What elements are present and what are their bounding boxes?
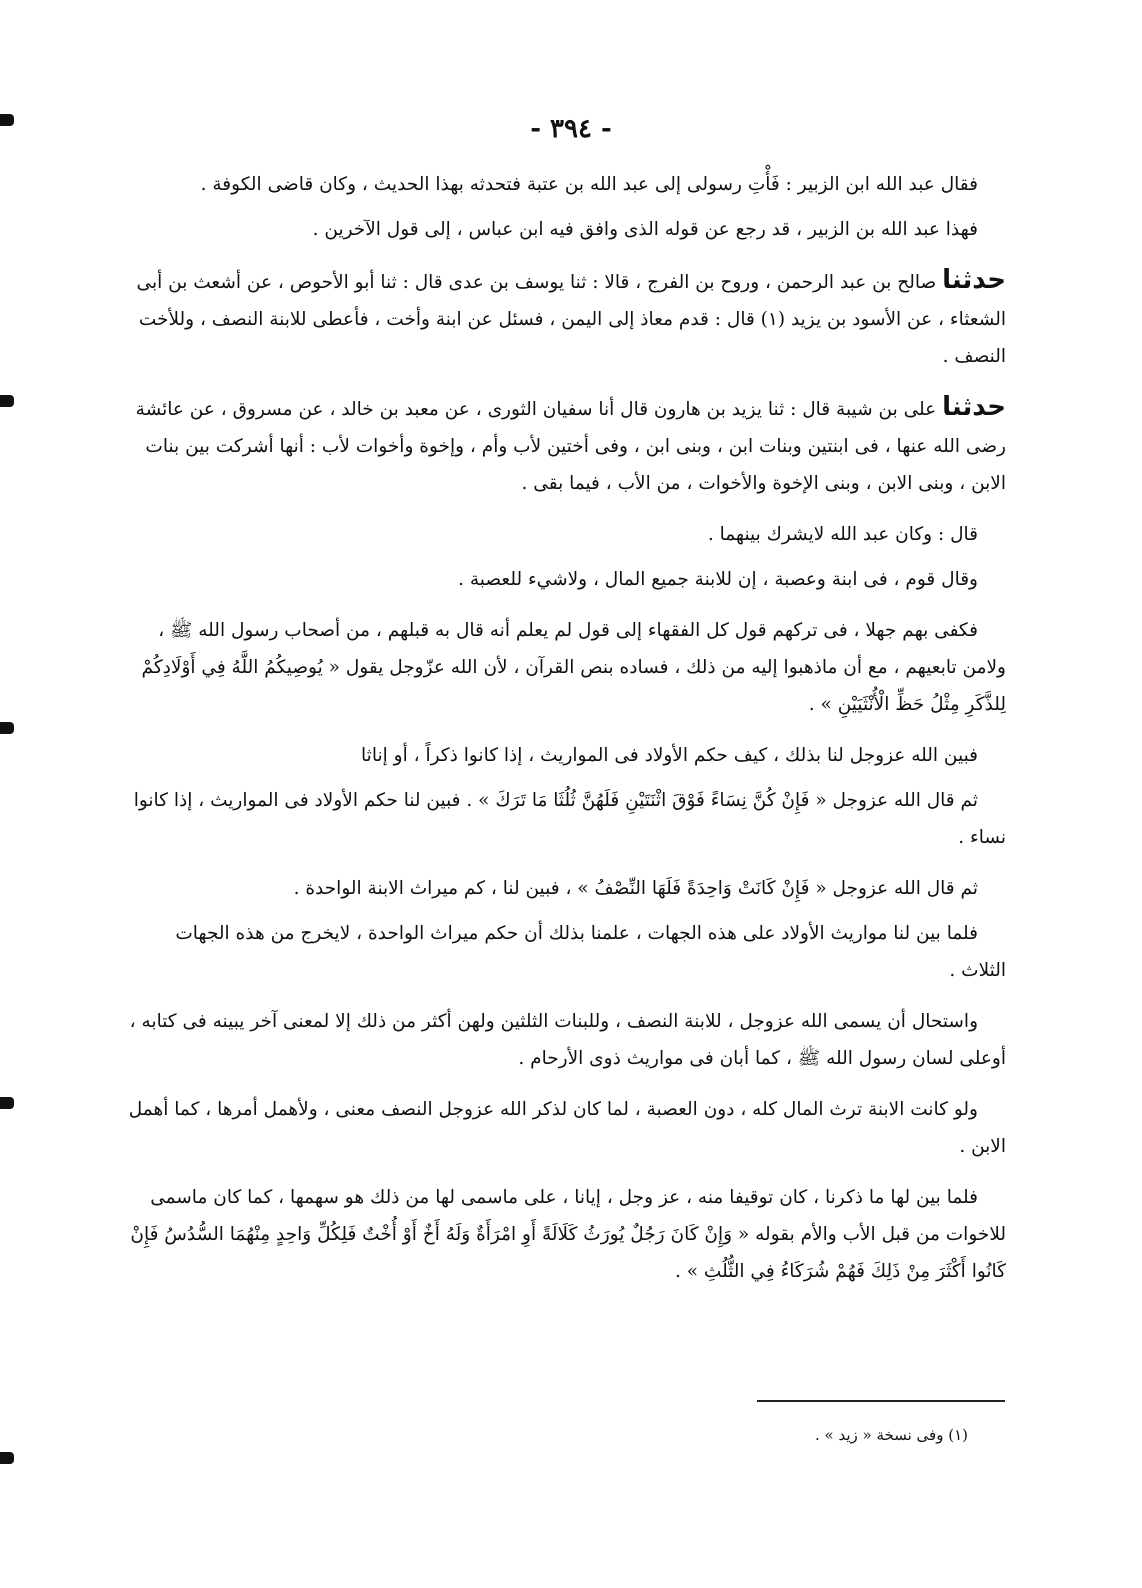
- scan-edge-mark: [0, 1452, 14, 1464]
- paragraph-text: صالح بن عبد الرحمن ، وروح بن الفرج ، قالا : ثنا يوسف بن عدى قال : ثنا أبو الأحوص ، عن أشعث بن أبى الشعثاء ، عن الأسود بن يزيد (١) قال : قدم معاذ إلى اليمن ، فسئل عن ابنة وأخت ، فأعطى للابنة النصف ، وللأخت النصف .: [136, 272, 1006, 367]
- hadith-paragraph: [128, 389, 1006, 502]
- paragraph: فقال عبد الله ابن الزبير : فَأْتِ رسولى إلى عبد الله بن عتبة فتحدثه بهذا الحديث ، وكان قاضى الكوفة .: [200, 174, 978, 195]
- paragraph: فلما بين لها ما ذكرنا ، كان توقيفا منه ، عز وجل ، إيانا ، على ماسمى لها من ذلك هو سهمها ، كما كان ماسمى للاخوات من قبل الأب والأم بقوله « وَإِنْ كَانَ رَجُلٌ يُورَثُ كَلَالَةً أَوِ امْرَأَةٌ وَلَهُ أَخٌ أَوْ أُخْتٌ فَلِكُلِّ وَاحِدٍ مِنْهُمَا السُّدُسُ فَإِنْ كَانُوا أَكْثَرَ مِنْ ذَلِكَ فَهُمْ شُرَكَاءُ فِي الثُّلُثِ » .: [130, 1187, 1006, 1282]
- scan-edge-mark: [0, 722, 14, 734]
- paragraph: وقال قوم ، فى ابنة وعصبة ، إن للابنة جميع المال ، ولاشيء للعصبة .: [458, 569, 978, 590]
- hadith-paragraph: [128, 262, 1006, 375]
- paragraph: قال : وكان عبد الله لايشرك بينهما .: [707, 524, 978, 545]
- paragraph: فهذا عبد الله بن الزبير ، قد رجع عن قوله الذى وافق فيه ابن عباس ، إلى قول الآخرين .: [312, 219, 978, 240]
- footnote: (١) وفى نسخة « زيد » .: [815, 1426, 968, 1444]
- paragraph: ثم قال الله عزوجل « فَإِنْ كُنَّ نِسَاءً فَوْقَ اثْنَتَيْنِ فَلَهُنَّ ثُلُثَا مَا تَرَكَ » . فبين لنا حكم الأولاد فى المواريث ، إذا كانوا نساء .: [133, 790, 1006, 848]
- main-text: [128, 166, 1006, 1304]
- paragraph-text: على بن شيبة قال : ثنا يزيد بن هارون قال أنا سفيان الثورى ، عن معبد بن خالد ، عن مسروق ، عن عائشة رضى الله عنها ، فى ابنتين وبنات ابن ، وبنى ابن ، وفى أختين لأب وأم ، وإخوة وأخوات لأب : أنها أشركت بين بنات الابن ، وبنى الابن ، وبنى الإخوة والأخوات ، من الأب ، فيما بقى .: [135, 399, 1006, 494]
- hadith-marker: حدثنا: [942, 392, 1006, 422]
- paragraph: فكفى بهم جهلا ، فى تركهم قول كل الفقهاء إلى قول لم يعلم أنه قال به قبلهم ، من أصحاب رسول الله ﷺ ، ولامن تابعيهم ، مع أن ماذهبوا إليه من ذلك ، فساده بنص القرآن ، لأن الله عزّوجل يقول « يُوصِيكُمُ اللَّهُ فِي أَوْلَادِكُمْ لِلذَّكَرِ مِثْلُ حَظِّ الْأُنْثَيَيْنِ » .: [141, 620, 1006, 715]
- hadith-marker: حدثنا: [942, 265, 1006, 295]
- paragraph: ثم قال الله عزوجل « فَإِنْ كَانَتْ وَاحِدَةً فَلَهَا النِّصْفُ » ، فبين لنا ، كم ميراث الابنة الواحدة .: [293, 878, 978, 899]
- paragraph: واستحال أن يسمى الله عزوجل ، للابنة النصف ، وللبنات الثلثين ولهن أكثر من ذلك إلا لمعنى آخر يبينه فى كتابه ، أوعلى لسان رسول الله ﷺ ، كما أبان فى مواريث ذوى الأرحام .: [129, 1011, 1006, 1069]
- scan-edge-mark: [0, 395, 14, 407]
- paragraph: فبين الله عزوجل لنا بذلك ، كيف حكم الأولاد فى المواريث ، إذا كانوا ذكراً ، أو إناثا: [361, 745, 978, 766]
- paragraph: فلما بين لنا مواريث الأولاد على هذه الجهات ، علمنا بذلك أن حكم ميراث الواحدة ، لايخرج من هذه الجهات الثلاث .: [175, 923, 1006, 981]
- paragraph: ولو كانت الابنة ترث المال كله ، دون العصبة ، لما كان لذكر الله عزوجل النصف معنى ، ولأهمل أمرها ، كما أهمل الابن .: [128, 1099, 1006, 1157]
- scan-edge-mark: [0, 1097, 14, 1109]
- footnote-divider: [757, 1400, 1005, 1402]
- page-number: - ٣٩٤ -: [530, 114, 612, 144]
